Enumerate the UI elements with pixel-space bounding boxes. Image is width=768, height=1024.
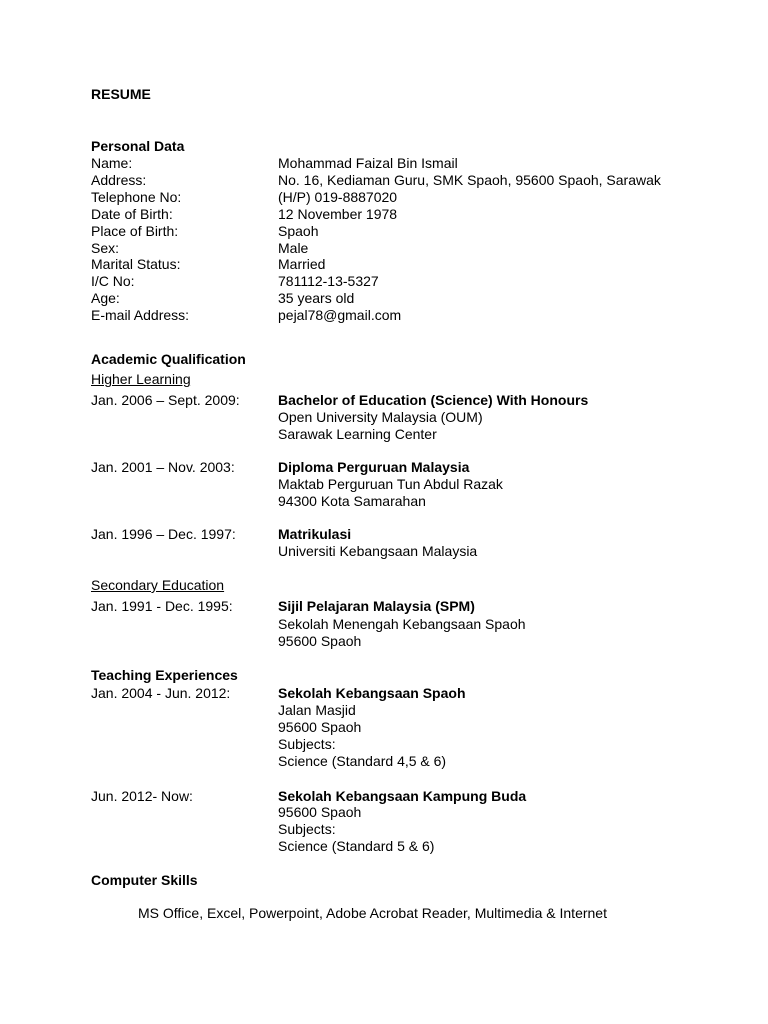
secondary-entry-line: 95600 Spaoh	[278, 633, 362, 649]
teaching-entry-2-line: Subjects:	[278, 821, 336, 837]
name-label: Name:	[91, 155, 133, 171]
secondary-entry-period: Jan. 1991 - Dec. 1995:	[91, 598, 233, 614]
secondary-education-heading: Secondary Education	[91, 577, 225, 593]
age-value: 35 years old	[278, 290, 355, 306]
address-value: No. 16, Kediaman Guru, SMK Spaoh, 95600 Spaoh, Sarawak	[278, 172, 661, 188]
teaching-entry-1-line: Jalan Masjid	[278, 702, 356, 718]
dob-label: Date of Birth:	[91, 206, 173, 222]
sex-label: Sex:	[91, 240, 120, 256]
secondary-entry-line: Sekolah Menengah Kebangsaan Spaoh	[278, 616, 526, 632]
marital-status-value: Married	[278, 256, 326, 272]
higher-entry-1-title: Bachelor of Education (Science) With Honours	[278, 392, 589, 408]
teaching-experiences-heading: Teaching Experiences	[91, 667, 238, 683]
ic-no-value: 781112-13-5327	[278, 273, 379, 289]
email-value: pejal78@gmail.com	[278, 307, 402, 323]
higher-entry-2-period: Jan. 2001 – Nov. 2003:	[91, 459, 235, 475]
teaching-entry-2-line: 95600 Spaoh	[278, 804, 362, 820]
teaching-entry-2-title: Sekolah Kebangsaan Kampung Buda	[278, 788, 527, 804]
higher-entry-1-line: Sarawak Learning Center	[278, 426, 437, 442]
higher-entry-3-period: Jan. 1996 – Dec. 1997:	[91, 526, 236, 542]
secondary-entry-title: Sijil Pelajaran Malaysia (SPM)	[278, 598, 475, 614]
academic-qualification-heading: Academic Qualification	[91, 351, 246, 367]
higher-entry-2-line: Maktab Perguruan Tun Abdul Razak	[278, 476, 503, 492]
teaching-entry-1-title: Sekolah Kebangsaan Spaoh	[278, 685, 466, 701]
address-label: Address:	[91, 172, 147, 188]
dob-value: 12 November 1978	[278, 206, 398, 222]
pob-value: Spaoh	[278, 223, 319, 239]
sex-value: Male	[278, 240, 309, 256]
name-value: Mohammad Faizal Bin Ismail	[278, 155, 458, 171]
marital-status-label: Marital Status:	[91, 256, 181, 272]
teaching-entry-1-period: Jan. 2004 - Jun. 2012:	[91, 685, 231, 701]
teaching-entry-2-period: Jun. 2012- Now:	[91, 788, 193, 804]
computer-skills-text: MS Office, Excel, Powerpoint, Adobe Acrobat Reader, Multimedia & Internet	[138, 905, 607, 921]
higher-entry-1-period: Jan. 2006 – Sept. 2009:	[91, 392, 240, 408]
telephone-value: (H/P) 019-8887020	[278, 189, 398, 205]
teaching-entry-1-line: Science (Standard 4,5 & 6)	[278, 753, 447, 769]
telephone-label: Telephone No:	[91, 189, 182, 205]
higher-entry-2-title: Diploma Perguruan Malaysia	[278, 459, 470, 475]
computer-skills-heading: Computer Skills	[91, 872, 198, 888]
higher-entry-1-line: Open University Malaysia (OUM)	[278, 409, 483, 425]
email-label: E-mail Address:	[91, 307, 190, 323]
personal-data-heading: Personal Data	[91, 138, 185, 154]
ic-no-label: I/C No:	[91, 273, 135, 289]
pob-label: Place of Birth:	[91, 223, 179, 239]
higher-entry-3-line: Universiti Kebangsaan Malaysia	[278, 543, 478, 559]
teaching-entry-1-line: 95600 Spaoh	[278, 719, 362, 735]
resume-title: RESUME	[91, 86, 151, 102]
higher-learning-heading: Higher Learning	[91, 371, 191, 387]
teaching-entry-1-line: Subjects:	[278, 736, 336, 752]
teaching-entry-2-line: Science (Standard 5 & 6)	[278, 838, 435, 854]
age-label: Age:	[91, 290, 120, 306]
higher-entry-2-line: 94300 Kota Samarahan	[278, 493, 426, 509]
higher-entry-3-title: Matrikulasi	[278, 526, 352, 542]
